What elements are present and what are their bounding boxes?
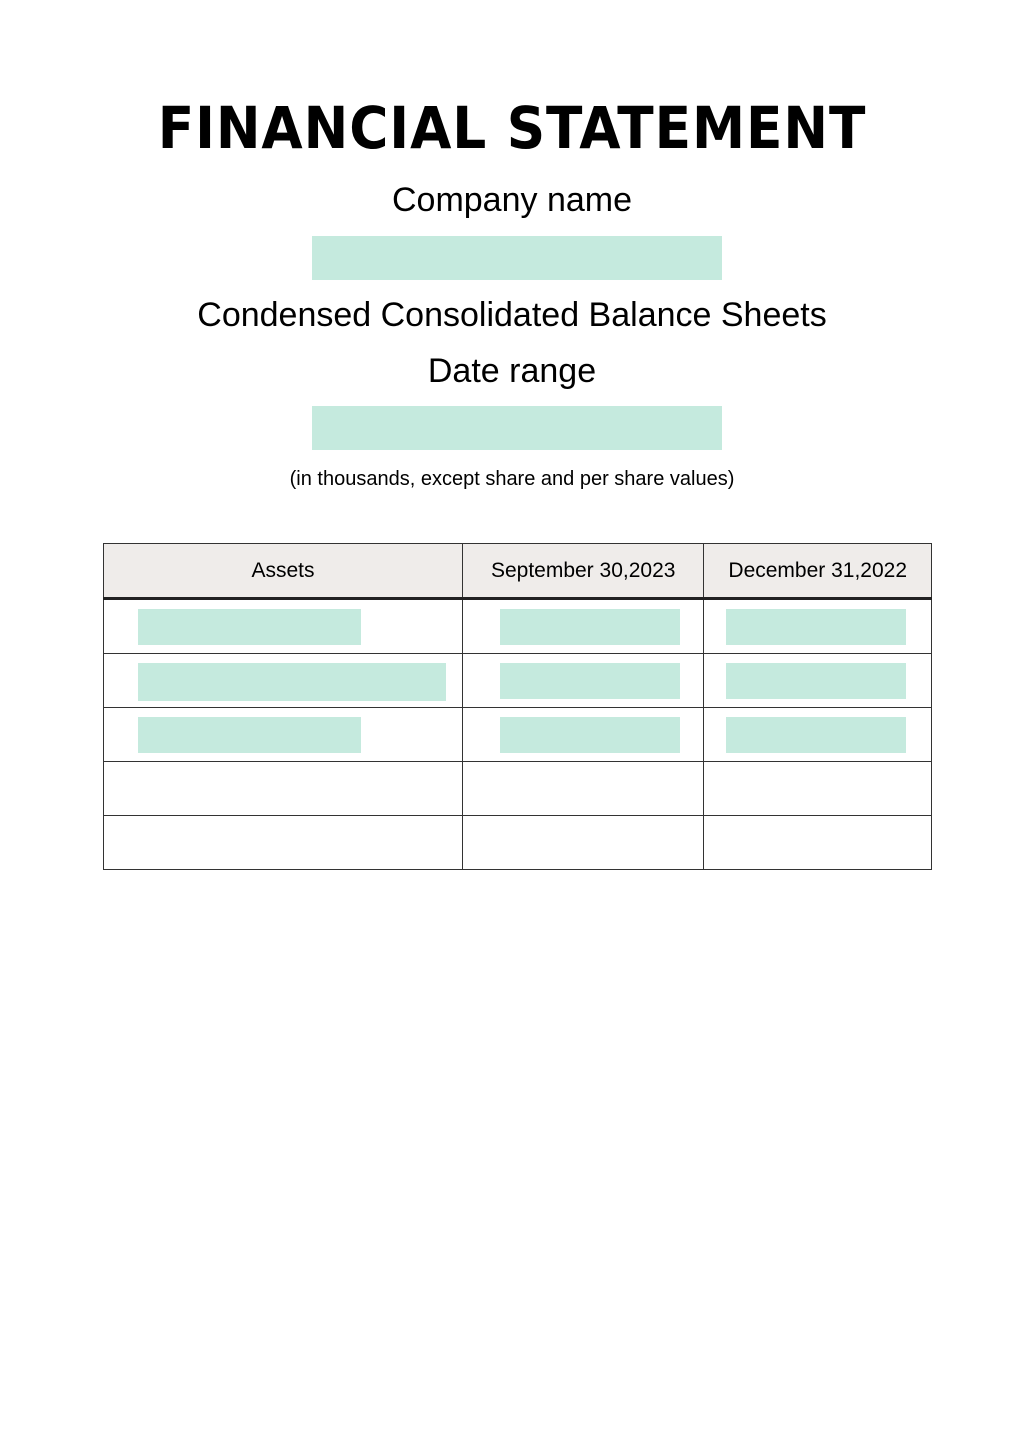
empty-cell[interactable] [104,816,463,870]
table-row [104,708,932,762]
dec-2022-value-field[interactable] [726,663,906,699]
sep-2023-value-field[interactable] [500,609,680,645]
page-title: FINANCIAL STATEMENT [157,94,867,162]
empty-cell[interactable] [104,762,463,816]
sep-2023-value-field[interactable] [500,663,680,699]
asset-name-field[interactable] [138,663,446,701]
asset-name-field[interactable] [138,609,361,645]
header-sep-2023: September 30,2023 [462,544,704,599]
table-row [104,654,932,708]
empty-cell[interactable] [704,762,932,816]
asset-name-field[interactable] [138,717,361,753]
header-assets: Assets [104,544,463,599]
header-dec-2022: December 31,2022 [704,544,932,599]
table-row [104,599,932,654]
balance-sheet-table [103,543,932,870]
company-name-field[interactable] [312,236,722,280]
dec-2022-value-field[interactable] [726,717,906,753]
table-row [104,762,932,816]
dec-2022-value-field[interactable] [726,609,906,645]
table-row [104,816,932,870]
date-range-field[interactable] [312,406,722,450]
sheet-title: Condensed Consolidated Balance Sheets [197,296,827,334]
sep-2023-value-field[interactable] [500,717,680,753]
empty-cell[interactable] [704,816,932,870]
table-header-row [104,544,932,599]
empty-cell[interactable] [462,816,704,870]
units-note: (in thousands, except share and per share values) [289,468,735,490]
empty-cell[interactable] [462,762,704,816]
company-name-label: Company name [391,181,632,219]
date-range-label: Date range [427,352,597,390]
